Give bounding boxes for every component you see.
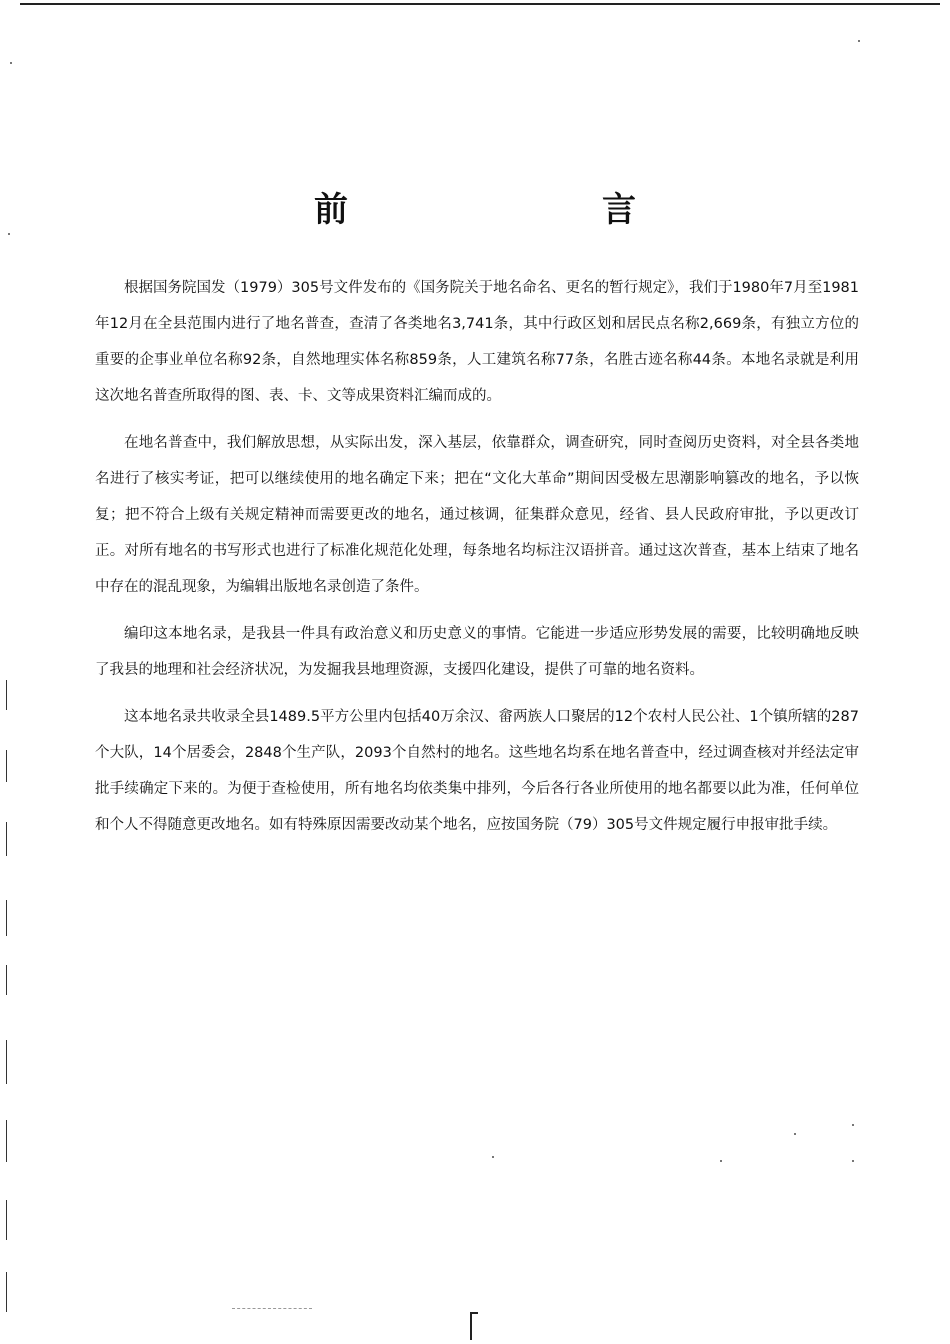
scan-edge-mark [6,965,7,995]
scan-edge-mark [6,1040,7,1084]
paragraph-2: 在地名普查中，我们解放思想，从实际出发，深入基层，依靠群众，调查研究，同时查阅历史资料，对全县各类地名进行了核实考证，把可以继续使用的地名确定下来；把在“文化大革命”期间因受极左思潮影响篡改的地名，予以恢复；把不符合上级有关规定精神而需要更改的地名，通过核调，征集群众意见，经省、县人民政府审批，予以更改订正。对所有地名的书写形式也进行了标准化规范化处理，每条地名均标注汉语拼音。通过这次普查，基本上结束了地名中存在的混乱现象，为编辑出版地名录创造了条件。 [95,435,859,595]
scan-speck [852,1160,854,1162]
scan-edge-mark [6,1120,7,1162]
scan-edge-mark [6,1272,7,1312]
scan-speck [794,1133,796,1135]
page-corner-mark [470,1312,472,1340]
paragraph-4: 这本地名录共收录全县1489.5平方公里内包括40万余汉、畲两族人口聚居的12个农村人民公社、1个镇所辖的287个大队，14个居委会，2848个生产队，2093个自然村的地名。这些地名均系在地名普查中，经过调查核对并经法定审批手续确定下来的。为便于查检使用，所有地名均依类集中排列，今后各行各业所使用的地名都要以此为准，任何单位和个人不得随意更改地名。如有特殊原因需要改动某个地名，应按国务院（79）305号文件规定履行申报审批手续。 [95,709,859,833]
scan-edge-mark [6,680,7,710]
scan-speck [8,233,10,235]
scan-edge-mark [6,822,7,856]
scan-edge-mark [6,750,7,782]
top-border-rule [20,3,940,5]
paragraph-3: 编印这本地名录，是我县一件具有政治意义和历史意义的事情。它能进一步适应形势发展的需要，比较明确地反映了我县的地理和社会经济状况，为发掘我县地理资源，支援四化建设，提供了可靠的地名资料。 [95,626,859,678]
scan-speck [720,1160,722,1162]
scan-edge-mark [6,1200,7,1240]
paragraph-1: 根据国务院国发（1979）305号文件发布的《国务院关于地名命名、更名的暂行规定》，我们于1980年7月至1981年12月在全县范围内进行了地名普查，查清了各类地名3,741条，其中行政区划和居民点名称2,669条，有独立方位的重要的企事业单位名称92条，自然地理实体名称859条，人工建筑名称77条，名胜古迹名称44条。本地名录就是利用这次地名普查所取得的图、表、卡、文等成果资料汇编而成的。 [95,280,859,404]
scan-speck [852,1124,854,1126]
scan-speck [492,1156,494,1158]
page-title: 前 言 [314,190,746,230]
preface-body [95,270,859,854]
scan-edge-mark [6,900,7,936]
scan-speck [10,62,12,64]
scan-dash-marks [232,1308,312,1310]
scan-speck [858,40,860,42]
